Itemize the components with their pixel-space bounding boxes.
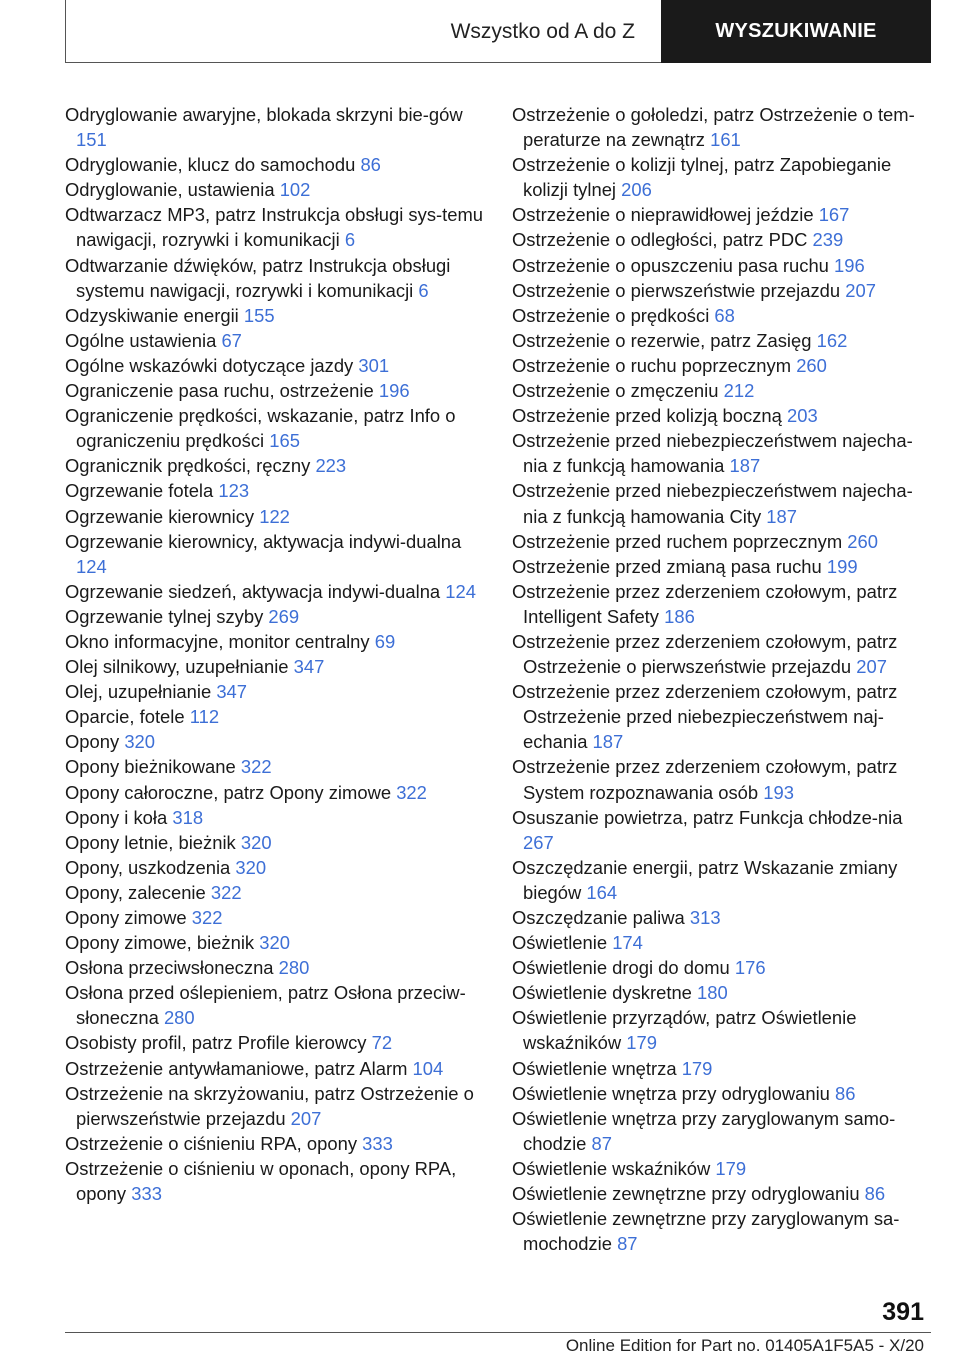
page-link[interactable]: 206 [621, 179, 652, 201]
index-term: Opony, zalecenie [65, 881, 206, 903]
index-term: Olej silnikowy, uzupełnianie [65, 656, 289, 678]
index-term: Ostrzeżenie o rezerwie, patrz Zasięg [512, 329, 812, 351]
index-term: Ostrzeżenie przed kolizją boczną [512, 405, 782, 427]
page-link[interactable]: 123 [218, 480, 250, 502]
index-term: Ostrzeżenie o prędkości [512, 304, 710, 326]
page-link[interactable]: 333 [131, 1183, 162, 1205]
index-term: Ostrzeżenie o nieprawidłowej jeździe [512, 204, 814, 226]
index-entry [65, 830, 485, 855]
page-link[interactable]: 155 [243, 304, 275, 326]
index-term: Opony [65, 731, 120, 753]
page-link[interactable]: 320 [240, 831, 272, 853]
index-term: Oświetlenie wnętrza przy zaryglowanym samo-chodzie [512, 1107, 896, 1154]
index-entry [65, 529, 485, 579]
page-link[interactable]: 68 [714, 304, 735, 326]
page-number: 391 [882, 1298, 924, 1326]
page-link[interactable]: 320 [259, 932, 290, 954]
index-entry [65, 378, 485, 403]
page-link[interactable]: 179 [715, 1157, 747, 1179]
index-entry [512, 679, 932, 754]
page-link[interactable]: 122 [259, 505, 290, 527]
index-entry [512, 278, 932, 303]
index-entry [65, 930, 485, 955]
index-entry [65, 604, 485, 629]
index-term: Oświetlenie wnętrza przy odryglowaniu [512, 1082, 830, 1104]
index-entry [512, 980, 932, 1005]
section-title: Wszystko od A do Z [450, 19, 635, 43]
index-entry [65, 780, 485, 805]
page-link[interactable]: 67 [221, 329, 242, 351]
index-term: Osobisty profil, patrz Profile kierowcy [65, 1032, 367, 1054]
index-term: Ostrzeżenie o gołoledzi, patrz Ostrzeżenie o tem-peraturze na zewnątrz [512, 104, 915, 151]
page-link[interactable]: 280 [163, 1007, 195, 1029]
index-entry [512, 428, 932, 478]
page-link[interactable]: 6 [344, 229, 356, 251]
index-entry [65, 805, 485, 830]
page-link[interactable]: 318 [172, 806, 204, 828]
index-entry [512, 629, 932, 679]
index-term: Ostrzeżenie o kolizji tylnej, patrz Zapobieganie kolizji tylnej [512, 154, 892, 201]
page-link[interactable]: 162 [816, 329, 848, 351]
page-link[interactable]: 199 [826, 555, 858, 577]
index-term: Ogrzewanie siedzeń, aktywacja indywi-dualna [65, 580, 441, 602]
page-link[interactable]: 167 [818, 204, 850, 226]
index-term: Ostrzeżenie przez zderzeniem czołowym, patrz Intelligent Safety [512, 580, 898, 627]
page-link[interactable]: 86 [360, 154, 381, 176]
index-term: Ostrzeżenie o odległości, patrz PDC [512, 229, 808, 251]
index-entry [512, 930, 932, 955]
index-entry [65, 1131, 485, 1156]
page-link[interactable]: 161 [710, 129, 741, 151]
index-entry [512, 353, 932, 378]
index-entry [65, 754, 485, 779]
index-term: Osuszanie powietrza, patrz Funkcja chłodze-nia [512, 806, 903, 828]
page-link[interactable]: 207 [845, 279, 876, 301]
index-term: Odryglowanie, klucz do samochodu [65, 154, 356, 176]
index-term: Ogrzewanie kierownicy [65, 505, 255, 527]
index-term: Ostrzeżenie przed ruchem poprzecznym [512, 530, 843, 552]
index-entry [512, 1106, 932, 1156]
index-column-left [65, 102, 485, 1206]
page-link[interactable]: 187 [729, 455, 761, 477]
index-entry [65, 303, 485, 328]
index-entry [512, 328, 932, 353]
page-link[interactable]: 87 [617, 1233, 638, 1255]
page-link[interactable]: 86 [835, 1082, 856, 1104]
footer-divider [65, 1332, 931, 1333]
index-term: Ostrzeżenie o opuszczeniu pasa ruchu [512, 254, 829, 276]
page-link[interactable]: 174 [612, 932, 643, 954]
index-term: Opony zimowe [65, 907, 187, 928]
page-link[interactable]: 313 [689, 907, 721, 928]
index-entry [65, 905, 485, 930]
index-entry [512, 152, 932, 202]
page-link[interactable]: 347 [293, 656, 325, 678]
page-link[interactable]: 223 [315, 455, 347, 477]
index-term: Ogranicznik prędkości, ręczny [65, 455, 311, 477]
index-entry [512, 303, 932, 328]
page-link[interactable]: 280 [278, 957, 310, 979]
page-link[interactable]: 322 [210, 881, 242, 903]
index-term: Oświetlenie [512, 932, 608, 954]
index-entry [512, 253, 932, 278]
page-link[interactable]: 196 [378, 380, 410, 402]
page-link[interactable]: 267 [523, 831, 554, 853]
index-term: Ostrzeżenie antywłamaniowe, patrz Alarm [65, 1057, 408, 1079]
index-term: Odzyskiwanie energii [65, 304, 239, 326]
index-entry [65, 1156, 485, 1206]
index-entry [65, 654, 485, 679]
index-term: Ostrzeżenie o ruchu poprzecznym [512, 354, 792, 376]
index-term: Odtwarzacz MP3, patrz Instrukcja obsługi sys-temu nawigacji, rozrywki i komunikacji [65, 204, 484, 251]
index-entry [512, 805, 932, 855]
index-entry [512, 579, 932, 629]
index-term: Odtwarzanie dźwięków, patrz Instrukcja obsługi systemu nawigacji, rozrywki i komunikacji [65, 254, 451, 301]
index-term: Osłona przeciwsłoneczna [65, 957, 274, 979]
index-entry [512, 529, 932, 554]
index-entry [512, 955, 932, 980]
index-entry [65, 980, 485, 1030]
page-link[interactable]: 212 [723, 380, 755, 402]
page-link[interactable]: 69 [374, 630, 396, 652]
index-entry [65, 478, 485, 503]
index-term: Opony bieżnikowane [65, 756, 236, 778]
index-entry [65, 177, 485, 202]
index-entry [65, 955, 485, 980]
index-term: Oświetlenie drogi do domu [512, 957, 730, 979]
index-term: Ogrzewanie tylnej szyby [65, 605, 264, 627]
page-link[interactable]: 193 [763, 781, 794, 803]
page-link[interactable]: 176 [734, 957, 766, 979]
index-term: Odryglowanie awaryjne, blokada skrzyni bie-gów [65, 104, 463, 125]
index-term: Ostrzeżenie przez zderzeniem czołowym, patrz System rozpoznawania osób [512, 756, 898, 803]
page-link[interactable]: 301 [358, 354, 390, 376]
search-tab[interactable]: WYSZUKIWANIE [661, 0, 931, 63]
page-link[interactable]: 320 [235, 856, 267, 878]
index-entry [65, 328, 485, 353]
footer-edition: Online Edition for Part no. 01405A1F5A5 - X/20 [565, 1336, 924, 1355]
index-entry [65, 629, 485, 654]
page-link[interactable]: 151 [76, 129, 107, 151]
index-term: Ostrzeżenie o zmęczeniu [512, 380, 719, 402]
index-entry [512, 855, 932, 905]
page-link[interactable]: 112 [189, 706, 220, 728]
index-term: Oświetlenie zewnętrzne przy odryglowaniu [512, 1183, 860, 1205]
index-term: Olej, uzupełnianie [65, 681, 212, 703]
index-term: Ogólne ustawienia [65, 329, 217, 351]
page-link[interactable]: 260 [796, 354, 827, 376]
page-link[interactable]: 164 [586, 881, 618, 903]
page-link[interactable]: 72 [371, 1032, 393, 1054]
index-entry [512, 1056, 932, 1081]
index-term: Oparcie, fotele [65, 706, 185, 728]
index-entry [65, 253, 485, 303]
page-link[interactable]: 322 [396, 781, 427, 803]
index-entry [65, 1081, 485, 1131]
index-term: Ostrzeżenie o pierwszeństwie przejazdu [512, 279, 841, 301]
index-entry [512, 1156, 932, 1181]
index-entry [65, 704, 485, 729]
index-entry [65, 453, 485, 478]
index-term: Ostrzeżenie na skrzyżowaniu, patrz Ostrzeżenie o pierwszeństwie przejazdu [65, 1082, 474, 1129]
index-term: Oświetlenie zewnętrzne przy zaryglowanym sa-mochodzie [512, 1208, 900, 1255]
index-entry [512, 1081, 932, 1106]
index-entry [65, 729, 485, 754]
index-entry [65, 1030, 485, 1055]
page-link[interactable]: 196 [834, 254, 865, 276]
index-term: Opony zimowe, bieżnik [65, 932, 255, 954]
page-link[interactable]: 260 [847, 530, 878, 552]
index-entry [65, 353, 485, 378]
page-link[interactable]: 239 [812, 229, 844, 251]
index-entry [512, 102, 932, 152]
index-term: Ostrzeżenie przez zderzeniem czołowym, patrz Ostrzeżenie przed niebezpieczeństwem naj-echania [512, 681, 898, 753]
page-link[interactable]: 207 [856, 656, 887, 678]
page-link[interactable]: 203 [787, 405, 818, 427]
index-entry [512, 1206, 932, 1256]
index-term: Ostrzeżenie przez zderzeniem czołowym, patrz Ostrzeżenie o pierwszeństwie przejazdu [512, 630, 898, 678]
page-link[interactable]: 269 [268, 605, 300, 627]
index-entry [512, 202, 932, 227]
page-link[interactable]: 347 [216, 681, 248, 703]
index-entry [512, 905, 932, 930]
index-entry [65, 880, 485, 905]
index-entry [512, 378, 932, 403]
index-entry [512, 478, 932, 528]
index-term: Oświetlenie wskaźników [512, 1157, 711, 1179]
index-term: Ogólne wskazówki dotyczące jazdy [65, 354, 354, 376]
page-link[interactable]: 322 [191, 907, 223, 928]
index-term: Ograniczenie prędkości, wskazanie, patrz Info o ograniczeniu prędkości [65, 405, 456, 452]
index-term: Ogrzewanie kierownicy, aktywacja indywi-dualna [65, 530, 462, 552]
index-entry [65, 1056, 485, 1081]
page-link[interactable]: 187 [766, 505, 797, 527]
page-link[interactable]: 186 [664, 605, 695, 627]
index-term: Odryglowanie, ustawienia [65, 179, 275, 201]
index-entry [65, 504, 485, 529]
index-entry [65, 679, 485, 704]
index-term: Opony całoroczne, patrz Opony zimowe [65, 781, 392, 803]
index-term: Oświetlenie przyrządów, patrz Oświetlenie wskaźników [512, 1007, 857, 1054]
page-link[interactable]: 102 [279, 179, 311, 201]
index-term: Opony i koła [65, 806, 168, 828]
index-entry [65, 403, 485, 453]
page-link[interactable]: 87 [591, 1132, 612, 1154]
page-link[interactable]: 187 [592, 731, 624, 753]
page-link[interactable]: 322 [240, 756, 272, 778]
page-link[interactable]: 165 [269, 430, 300, 452]
index-column-right [512, 102, 932, 1256]
index-term: Ostrzeżenie przed niebezpieczeństwem najecha-nia z funkcją hamowania City [512, 480, 913, 527]
index-entry [65, 152, 485, 177]
index-term: Ostrzeżenie o ciśnieniu RPA, opony [65, 1132, 358, 1154]
index-entry [512, 227, 932, 252]
index-term: Ogrzewanie fotela [65, 480, 214, 502]
page-link[interactable]: 6 [418, 279, 429, 301]
index-term: Oszczędzanie energii, patrz Wskazanie zmiany biegów [512, 856, 898, 903]
index-term: Okno informacyjne, monitor centralny [65, 630, 370, 652]
index-term: Ostrzeżenie przed niebezpieczeństwem najecha-nia z funkcją hamowania [512, 430, 913, 477]
index-term: Osłona przed oślepieniem, patrz Osłona przeciw-słoneczna [65, 982, 466, 1029]
index-entry [65, 579, 485, 604]
page-link[interactable]: 179 [681, 1057, 713, 1079]
page-link[interactable]: 180 [697, 982, 728, 1004]
index-term: Ostrzeżenie o ciśnieniu w oponach, opony RPA, opony [65, 1157, 457, 1205]
index-entry [512, 403, 932, 428]
index-term: Opony, uszkodzenia [65, 856, 231, 878]
index-term: Oświetlenie wnętrza [512, 1057, 677, 1079]
page-link[interactable]: 179 [626, 1032, 657, 1054]
page-link[interactable]: 320 [124, 731, 155, 753]
page-link[interactable]: 124 [76, 555, 107, 577]
index-term: Oszczędzanie paliwa [512, 907, 685, 928]
page-link[interactable]: 124 [445, 580, 476, 602]
page-link[interactable]: 207 [290, 1107, 322, 1129]
index-term: Ostrzeżenie przed zmianą pasa ruchu [512, 555, 822, 577]
index-term: Oświetlenie dyskretne [512, 982, 692, 1004]
index-entry [512, 1005, 932, 1055]
index-term: Opony letnie, bieżnik [65, 831, 236, 853]
index-entry [512, 554, 932, 579]
index-entry [65, 102, 485, 152]
page-link[interactable]: 104 [412, 1057, 444, 1079]
index-entry [512, 754, 932, 804]
index-term: Ograniczenie pasa ruchu, ostrzeżenie [65, 380, 374, 402]
index-entry [65, 202, 485, 252]
index-entry [512, 1181, 932, 1206]
index-entry [65, 855, 485, 880]
page-link[interactable]: 333 [362, 1132, 393, 1154]
page-link[interactable]: 86 [864, 1183, 886, 1205]
